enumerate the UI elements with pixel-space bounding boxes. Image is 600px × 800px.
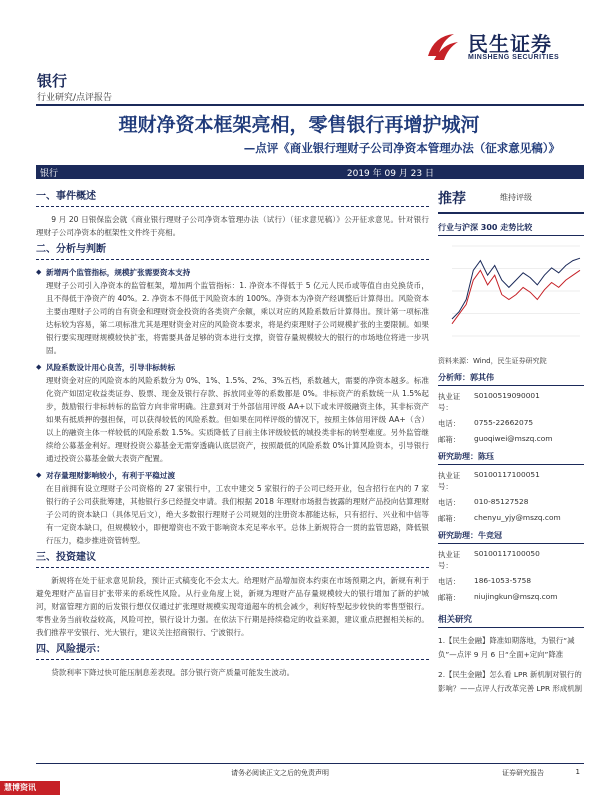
email-link[interactable]: niujingkun@mszq.com — [474, 592, 558, 601]
page-footer — [36, 763, 584, 784]
section-heading: 四、风险提示： — [36, 644, 106, 655]
trend-chart — [438, 240, 584, 350]
analyst-cert-row — [438, 391, 584, 413]
chart-title: 行业与沪深 300 走势比较 — [438, 222, 584, 236]
section-heading: 二、分析与判断 — [36, 244, 106, 255]
analyst-tel-row — [438, 418, 584, 429]
field-key: 电话： — [438, 498, 461, 507]
analyst-cert-row — [438, 549, 584, 571]
related-item[interactable]: 2.【民生金融】怎么看 LPR 新机制对银行的影响？——点评人行改革完善 LPR 形成机制 — [438, 670, 583, 693]
info-bar — [36, 165, 584, 179]
section-divider — [36, 206, 429, 207]
field-key: 执业证号： — [438, 550, 461, 570]
risk-warning: 贷款利率下降过快可能压制息差表现。部分银行资产质量可能发生波动。 — [51, 668, 295, 677]
email-link[interactable]: guoqiwei@mszq.com — [474, 434, 553, 443]
field-value: 010-85127528 — [474, 497, 529, 506]
analyst-tel-row — [438, 497, 584, 508]
bullet-text: 理财子公司引入净资本的监管框架，增加两个监管指标：1. 净资本不得低于 5 亿元人民币或等值自由兑换货币，且不得低于净资产的 40%。2. 净资本不得低于风险资本的 100%。净资本为净资产经调整后计算得出。风险资本主要由理财子公司的自有资金和理财资金投资的各类资产余额，乘以对应的风险系数后计算得出。预计第一项标准达标较为容易，第二项标准尤其是理财资金对应的风险资本要求，将是约束理财子公司规模扩张的主要限制。如果银行要实现理财规模较快扩张，将需要具备足够的资本进行支撑，资管存量规模较大的银行的市场地位将进一步巩固。 — [46, 281, 429, 355]
email-link[interactable]: chenyu_yjy@mszq.com — [474, 513, 561, 522]
minsheng-logo-icon — [424, 30, 460, 64]
section-divider — [36, 259, 429, 260]
rating-label: 维持评级 — [500, 193, 532, 202]
analyst-heading: 研究助理：陈珏 — [438, 451, 584, 465]
rating-divider — [438, 212, 584, 214]
footer-disclaimer: 请务必阅读正文之后的免责声明 — [231, 769, 329, 777]
section-heading: 三、投资建议 — [36, 552, 96, 563]
event-summary: 9 月 20 日银保监会就《商业银行理财子公司净资本管理办法（试行）（征求意见稿）》公开征求意见。针对银行理财子公司净资本的框架性文件终于亮相。 — [36, 215, 429, 237]
bullet-heading: ◆ 风险系数设计用心良苦，引导非标转标 — [36, 361, 429, 374]
analyst-tel-row — [438, 576, 584, 587]
analyst-mail-row — [438, 513, 584, 524]
related-item[interactable]: 1.【民生金融】降准如期落地，为银行“减负”—点评 9 月 6 日“全面+定向”降准 — [438, 636, 575, 659]
field-value: S0100519090001 — [474, 391, 540, 400]
investment-advice: 新规将在处于征求意见阶段，预计正式稿变化不会太大。给理财产品增加资本约束在市场预期之内，新规有利于避免理财产品盲目扩张带来的系统性风险。从行业角度上说，新规为理财产品存量规模较大的银行增加了新的护城河，财富管理方面的后发银行想仅仅通过扩张理财规模实现弯道超车的机会减少，利好特型起步较快的零售型银行。零售业务当前收益较高，风险可控，银行设计力强。在依法下行期是持续稳定的收益来源，建议重点把握相关标的。我们推荐平安银行、光大银行，建议关注招商银行、宁波银行。 — [36, 576, 429, 637]
field-value: 0755-22662075 — [474, 418, 534, 427]
report-date: 2019 年 09 月 23 日 — [346, 169, 434, 179]
analyst-heading: 分析师：郭其伟 — [438, 372, 584, 386]
watermark-text: 慧博资讯 — [4, 783, 36, 792]
bullet-text: 在目前拥有设立理财子公司资格的 27 家银行中，工农中建交 5 家银行的子公司已经开业，包含招行在内的 7 家银行的子公司获批筹建，其他银行多已经提交申请。我们根据 2018 年理财市场报告披露的理财产品投向估算理财子公司的资本缺口（具体见后文），绝大多数银行理财子公司规划的注册资本都能达标，只有招行、兴业和中信等有一定资本缺口，但规模较小，即便增资也不致于影响资本充足率水平。总体上新规符合一贯的监管思路，降低银行压力，稳步推进资管转型。 — [46, 484, 429, 545]
company-logo — [424, 28, 584, 68]
bullet-text: 理财资金对应的风险资本的风险系数分为 0%、1%、1.5%、2%、3%五档，系数越大，需要的净资本越多。标准化资产如固定收益类证券、股票、现金及银行存款、拆放同业等的系数都是 0%。非标资产的系数统一从 1.5%起步，鼓励银行非标转标的监管方向非常明确。注意到对于外部信用评级 AA+以下或未评级融资主体，其非标资产如果有抵质押的强担保，可以获得较低的风险系数。但如果在同样评级的情况下，按照主体信用评级 AA+（含）以上的融资主体一样较低的风险系数 1.5%。实质降低了目前主体评级较低的城投类非标的转型难度。另外监管继续给公募基金利好。理财投资公募基金无需穿透确认底层资产，按照最低的风险系数 0%计算风险资本，引导银行通过投资公募基金做大表资产配置。 — [46, 376, 429, 463]
section-heading: 一、事件概述 — [36, 191, 96, 202]
analyst-heading: 研究助理：牛竞冠 — [438, 530, 584, 544]
page-number: 1 — [575, 768, 580, 776]
footer-label: 证券研究报告 — [502, 769, 544, 777]
field-key: 邮箱： — [438, 435, 461, 444]
field-value: 186-1053-5758 — [474, 576, 532, 585]
chart-source: 资料来源：Wind，民生证券研究院 — [438, 357, 547, 365]
logo-cn-text: 民生证券 — [468, 32, 552, 56]
watermark-strip — [0, 781, 60, 795]
analyst-mail-row — [438, 434, 584, 445]
field-key: 执业证号： — [438, 471, 461, 491]
bullet-heading: ◆ 对存量理财影响较小，有利于平稳过渡 — [36, 469, 429, 482]
analyst-mail-row — [438, 592, 584, 603]
field-key: 邮箱： — [438, 593, 461, 602]
section-divider — [36, 659, 429, 660]
field-key: 邮箱： — [438, 514, 461, 523]
info-bar-sector: 银行 — [40, 169, 59, 179]
analyst-cert-row — [438, 470, 584, 492]
sidebar — [438, 188, 584, 696]
section-divider — [36, 567, 429, 568]
field-key: 执业证号： — [438, 392, 461, 412]
field-key: 电话： — [438, 577, 461, 586]
main-content — [36, 188, 429, 679]
bullet-heading: ◆ 新增两个监管指标，规模扩张需要资本支持 — [36, 266, 429, 279]
report-subtitle: —点评《商业银行理财子公司净资本管理办法（征求意见稿）》 — [243, 141, 560, 155]
recommendation-label: 推荐 — [438, 191, 466, 207]
report-type: 行业研究/点评报告 — [37, 93, 113, 103]
report-title: 理财净资本框架亮相，零售银行再增护城河 — [118, 114, 480, 136]
trend-chart-svg — [438, 240, 584, 350]
sector-label: 银行 — [37, 72, 68, 90]
logo-en-text: MINSHENG SECURITIES — [468, 54, 560, 61]
related-research-heading: 相关研究 — [438, 613, 584, 628]
header-divider — [36, 104, 584, 106]
field-key: 电话： — [438, 419, 461, 428]
field-value: S0100117100050 — [474, 549, 540, 558]
field-value: S0100117100051 — [474, 470, 540, 479]
